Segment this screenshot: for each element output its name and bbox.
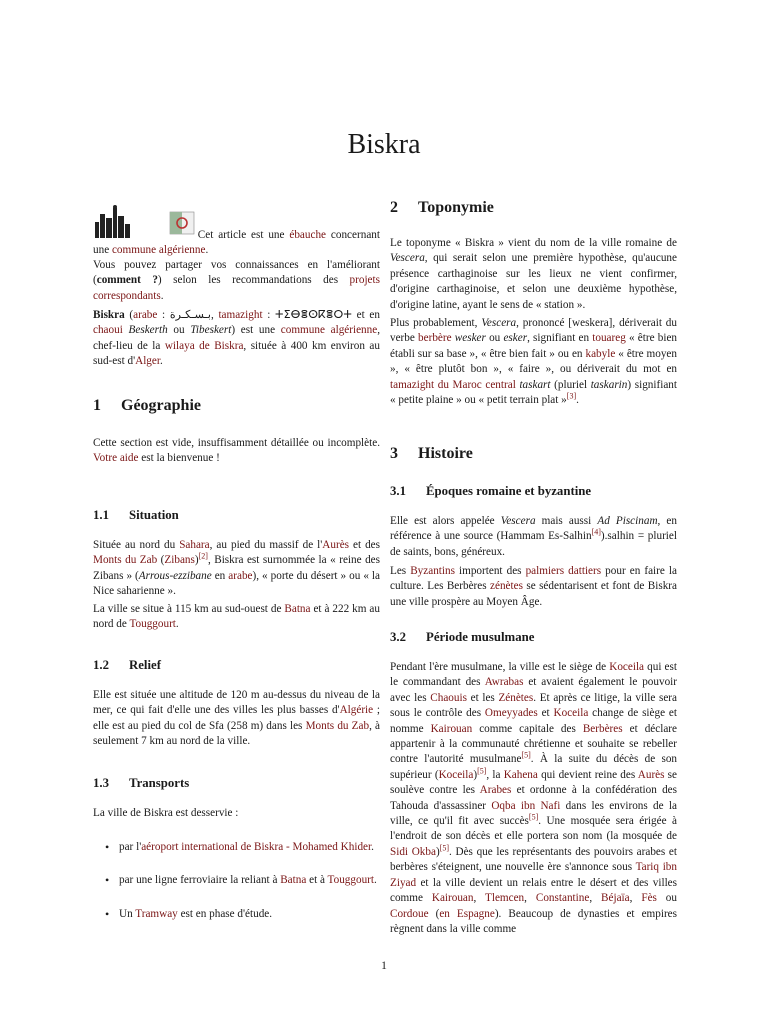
- koceila-link[interactable]: Koceila: [609, 661, 645, 673]
- commune-algerienne-link[interactable]: commune algérienne: [111, 244, 206, 257]
- reference-4[interactable]: [4]: [591, 527, 601, 537]
- votre-aide-link[interactable]: Votre aide: [93, 452, 139, 465]
- musulmane-paragraph: Pendant l'ère musulmane, la ville est le siège de Koceila qui est le commandant des Awrabas et avaient également le pouvoir avec les Chaouis et les Zénètes. Et après ce litige, la ville sera sous le contrôle des Omeyyades et Koceila change de siège et nomme Kairouan comme capitale des Berbères et déclare appartenir à la communauté chrétienne et souhaite se rebeller contre l'autorité musulmane[5]. À la suite du décès de son supérieur (Koceila)[5], la Kahena qui devient reine des Aurès se soulève contre les Arabes et ordonne à la confédération des Tahouda d'assassiner Oqba ibn Nafi dans les environs de la ville, ce qu'il fit avec succès[5]. Une mosquée sera érigée à l'endroit de son décès et elle portera son nom (la mosquée de Sidi Okba)[5]. Dès que les représentants des pouvoirs arabes et berbères s'éteignent, une nouvelle ère s'annonce sous Tariq ibn Ziyad et la ville devient un relais entre le désert et des villes comme Kairouan, Tlemcen, Constantine, Béjaïa, Fès ou Cordoue (en Espagne). Beaucoup de dynasties et empires règnent dans la ville comme: [390, 661, 678, 935]
- reference-5[interactable]: [5]: [439, 843, 450, 853]
- city-skyline-icon: [93, 204, 165, 238]
- projets-link[interactable]: projets correspondants: [93, 274, 380, 302]
- awrabas-link[interactable]: Awrabas: [484, 676, 524, 689]
- tlemcen-link[interactable]: Tlemcen: [485, 892, 525, 905]
- situation-paragraph-1: Située au nord du Sahara, au pied du massif de l'Aurès et des Monts du Zab (Zibans)[2], Biskra est surnommée la « reine des Zibans » (Arrous-ezzibane en arabe), « porte du désert » ou « la Nice saharienne ».: [93, 539, 380, 598]
- arabe-link-2[interactable]: arabe: [228, 569, 253, 582]
- monts-du-zab-link-2[interactable]: Monts du Zab: [305, 719, 370, 732]
- list-item: • par l'aéroport international de Biskra - Mohamed Khider.: [93, 840, 380, 855]
- batna-link-2[interactable]: Batna: [280, 874, 307, 887]
- section-heading-toponymie: 2 Toponymie: [390, 199, 494, 216]
- kairouan-link-2[interactable]: Kairouan: [431, 892, 474, 905]
- section-heading-epoques: 3.1 Époques romaine et byzantine: [390, 484, 592, 498]
- monts-du-zab-link[interactable]: Monts du Zab: [93, 554, 158, 567]
- aures-link-2[interactable]: Aurès: [637, 768, 665, 781]
- tariq-link[interactable]: Tariq ibn Ziyad: [390, 861, 677, 889]
- section-heading-transports: 1.3 Transports: [93, 776, 190, 790]
- omeyyades-link[interactable]: Omeyyades: [484, 707, 538, 720]
- espagne-link[interactable]: en Espagne: [439, 907, 495, 920]
- stub-notice: Cet article est une ébauche concernant une commune algérienne.: [93, 204, 380, 259]
- stub-link[interactable]: ébauche: [289, 229, 327, 241]
- tamazight-link[interactable]: tamazight: [218, 309, 263, 321]
- aeroport-link[interactable]: aéroport international de Biskra - Mohamed Khider: [141, 841, 372, 853]
- epoques-paragraph-2: Les Byzantins importent des palmiers dattiers pour en faire la culture. Les Berbères zénètes se sédentarisent et font de Biskra une ville prospère au Moyen Âge.: [390, 565, 677, 608]
- transports-intro: La ville de Biskra est desservie :: [93, 807, 239, 819]
- kahena-link[interactable]: Kahena: [503, 768, 538, 781]
- wilaya-link[interactable]: wilaya de Biskra: [164, 339, 244, 352]
- reference-5[interactable]: [5]: [528, 812, 539, 822]
- byzantins-link[interactable]: Byzantins: [410, 565, 455, 577]
- section-heading-relief: 1.2 Relief: [93, 658, 161, 672]
- section-heading-histoire: 3 Histoire: [390, 445, 473, 462]
- reference-2[interactable]: [2]: [198, 551, 208, 561]
- toponymie-paragraph-2: Plus probablement, Vescera, prononcé [weskera], dériverait du verbe berbère wesker ou esker, signifiant en touareg « être bien établi sur sa base », « être bien fait » ou en kabyle « être moyen », « être plutôt bon », « faire », ou dériverait du mot en tamazight du Maroc central taskart (pluriel taskarin) signifiant « petite plaine » ou « petit terrain plat »[3].: [390, 317, 678, 407]
- section-heading-situation: 1.1 Situation: [93, 508, 179, 522]
- relief-paragraph: Elle est située une altitude de 120 m au-dessus du niveau de la mer, ce qui fait d'elle une des villes les plus basses d'Algérie ; elle est au pied du col de Sfa (258 m) dans les Monts du Zab, à seulement 7 km au nord de la ville.: [93, 689, 381, 748]
- toponymie-paragraph-1: Le toponyme « Biskra » vient du nom de la ville romaine de Vescera, qui serait selon une première hypothèse, qu'aucune présence carthaginoise sur les lieux ne vient confirmer, d'origine carthaginoise, et selon une deuxième hypothèse, d'origine latine, ayant le sens de « station ».: [390, 237, 677, 311]
- sidi-okba-link[interactable]: Sidi Okba: [390, 845, 436, 858]
- zenetes-link[interactable]: zénètes: [490, 580, 523, 593]
- list-item: • Un Tramway est en phase d'étude.: [93, 907, 380, 922]
- algerie-link[interactable]: Algérie: [339, 704, 374, 717]
- koceila-link-2[interactable]: Koceila: [553, 707, 589, 720]
- arabes-link[interactable]: Arabes: [479, 784, 512, 797]
- stub-icon-group: [93, 204, 196, 243]
- constantine-link[interactable]: Constantine: [535, 892, 590, 905]
- koceila-link-3[interactable]: Koceila: [438, 768, 474, 781]
- kabyle-link[interactable]: kabyle: [585, 347, 616, 360]
- fes-link[interactable]: Fès: [641, 892, 657, 905]
- aures-link[interactable]: Aurès: [322, 539, 350, 551]
- geographie-notice: Cette section est vide, insuffisamment détaillée ou incomplète. Votre aide est la bienvenue !: [93, 437, 380, 465]
- batna-link[interactable]: Batna: [284, 603, 311, 615]
- touggourt-link-2[interactable]: Touggourt: [327, 874, 374, 887]
- palmiers-dattiers-link[interactable]: palmiers dattiers: [525, 565, 602, 577]
- zenetes-link-2[interactable]: Zénètes: [498, 691, 534, 704]
- kairouan-link[interactable]: Kairouan: [430, 722, 473, 735]
- touggourt-link[interactable]: Touggourt: [129, 618, 176, 631]
- situation-paragraph-2: La ville se situe à 115 km au sud-ouest de Batna et à 222 km au nord de Touggourt.: [93, 603, 380, 631]
- algeria-flag-icon: [168, 208, 196, 238]
- page-title: Biskra: [347, 128, 421, 160]
- bejaia-link[interactable]: Béjaïa: [601, 892, 630, 905]
- epoques-paragraph-1: Elle est alors appelée Vescera mais aussi Ad Piscinam, en référence à une source (Hammam Es-Salhin[4]).salhin = pluriel de saints, bons, généreux.: [390, 515, 677, 558]
- section-heading-geographie: 1 Géographie: [93, 397, 201, 414]
- zibans-link[interactable]: Zibans: [164, 554, 195, 567]
- intro-paragraph: Biskra (arabe : بـسـكـرة, tamazight : ⵜⵉⴱⴻⵙⴽⴻⵔⵜ et en chaoui Beskerth ou Tibeskert) est une commune algérienne, chef-lieu de la wilaya de Biskra, située à 400 km environ au sud-est d'Alger.: [93, 309, 381, 368]
- commune-link[interactable]: commune algérienne: [280, 324, 378, 337]
- oqba-link[interactable]: Oqba ibn Nafi: [491, 799, 561, 812]
- chaoui-link[interactable]: chaoui: [93, 324, 123, 337]
- comment-link[interactable]: comment ?: [96, 274, 158, 287]
- section-heading-musulmane: 3.2 Période musulmane: [390, 630, 535, 644]
- reference-3[interactable]: [3]: [566, 391, 577, 401]
- tamazight-maroc-link[interactable]: tamazight du Maroc central: [390, 378, 516, 391]
- list-item: • par une ligne ferroviaire la reliant à Batna et à Touggourt.: [93, 873, 380, 888]
- berbere-link[interactable]: berbère: [418, 332, 452, 345]
- touareg-link[interactable]: touareg: [592, 332, 626, 345]
- page-number: 1: [381, 960, 387, 972]
- cordoue-link[interactable]: Cordoue: [390, 907, 429, 920]
- chaouis-link[interactable]: Chaouis: [430, 691, 467, 704]
- sahara-link[interactable]: Sahara: [179, 539, 210, 551]
- berberes-link[interactable]: Berbères: [582, 722, 623, 735]
- reference-5[interactable]: [5]: [477, 766, 487, 776]
- tramway-link[interactable]: Tramway: [135, 907, 178, 920]
- arabe-link[interactable]: arabe: [133, 309, 158, 321]
- share-notice: Vous pouvez partager vos connaissances en l'améliorant (comment ?) selon les recommandations des projets correspondants.: [93, 259, 380, 302]
- transports-list: [93, 840, 380, 922]
- alger-link[interactable]: Alger: [135, 355, 160, 368]
- reference-5[interactable]: [5]: [521, 750, 531, 760]
